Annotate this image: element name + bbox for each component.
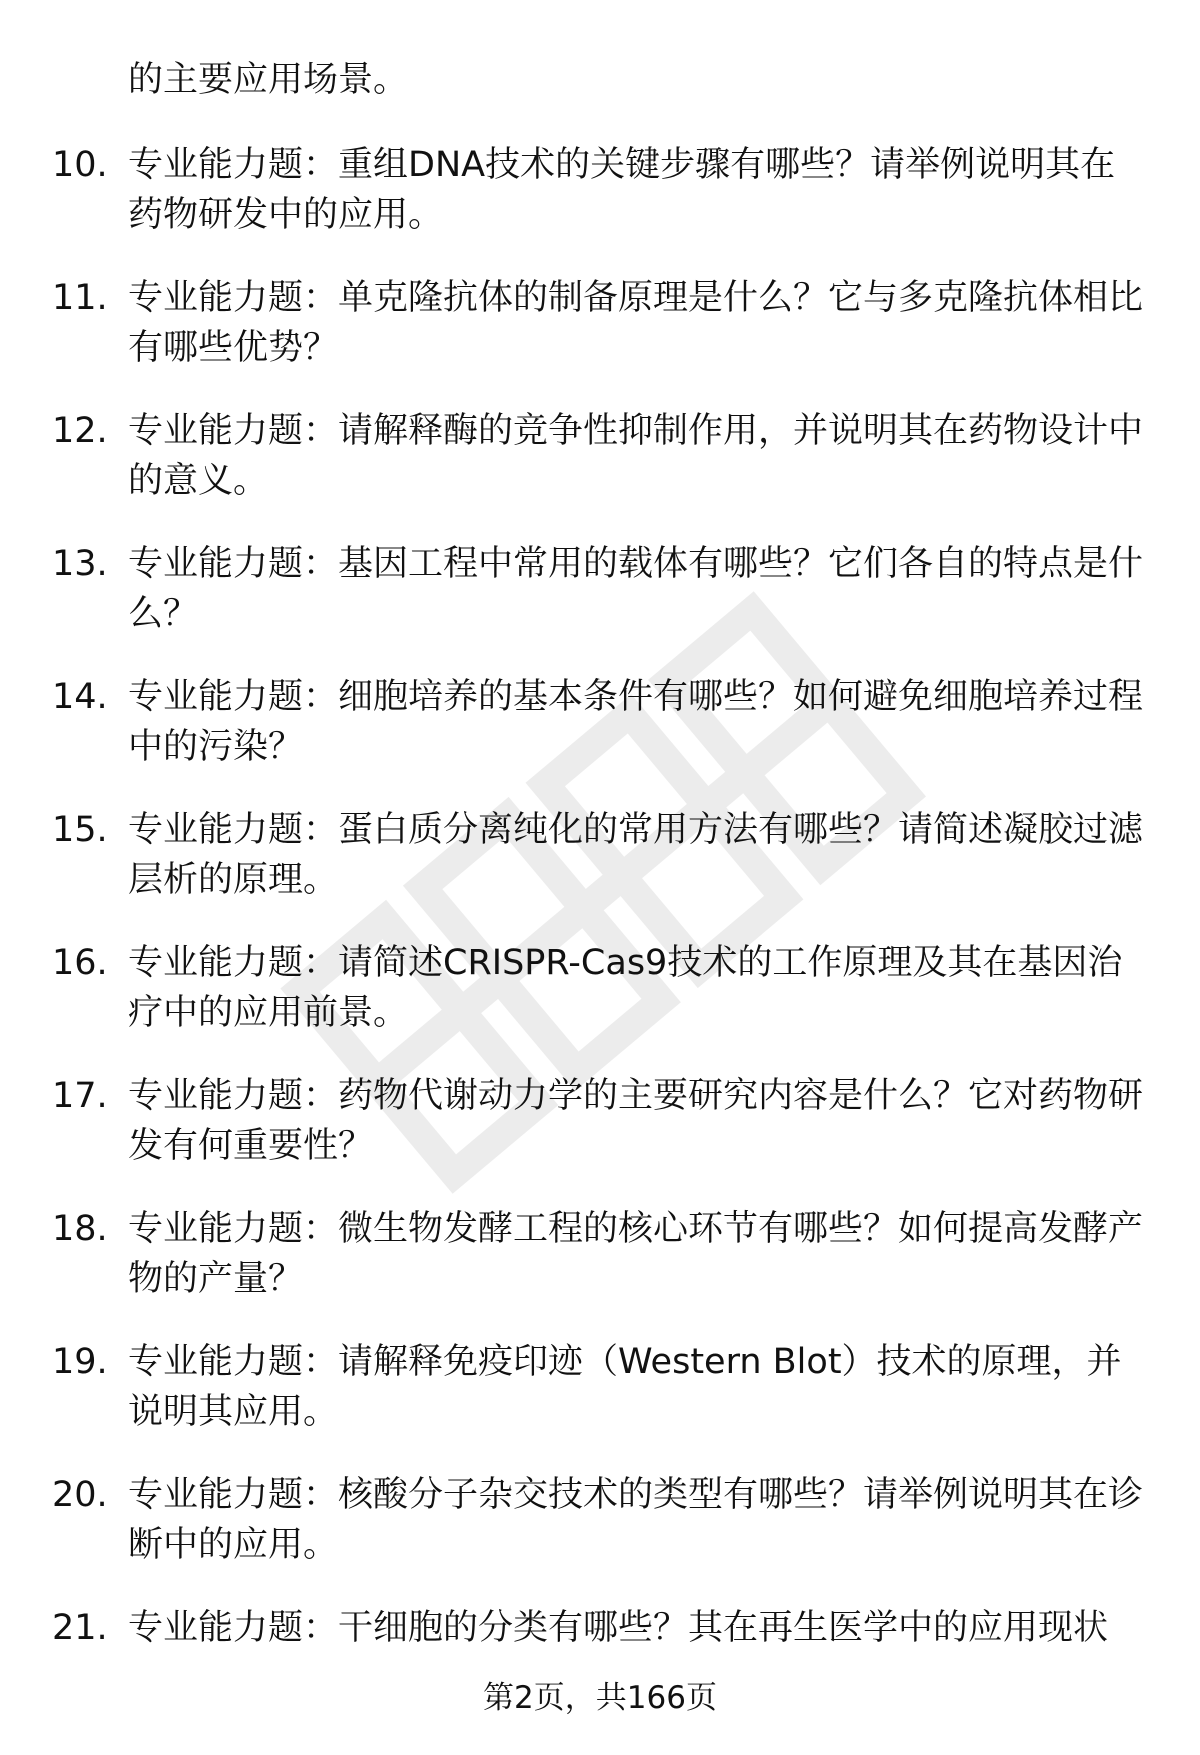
question-item — [0, 938, 1200, 1071]
question-item — [0, 140, 1200, 273]
question-text: 专业能力题：核酸分子杂交技术的类型有哪些？请举例说明其在诊断中的应用。 — [128, 1475, 1144, 1565]
question-item — [0, 1204, 1200, 1337]
question-text: 专业能力题：请解释酶的竞争性抑制作用，并说明其在药物设计中的意义。 — [128, 411, 1144, 501]
continuation-text: 的主要应用场景。 — [128, 60, 409, 100]
question-text: 专业能力题：请简述CRISPR-Cas9技术的工作原理及其在基因治疗中的应用前景。 — [128, 943, 1123, 1033]
question-number: 20. — [52, 1475, 108, 1515]
question-item — [0, 805, 1200, 938]
question-text: 专业能力题：基因工程中常用的载体有哪些？它们各自的特点是什么？ — [128, 544, 1144, 634]
question-list — [0, 140, 1200, 1736]
question-item — [0, 539, 1200, 672]
question-number: 18. — [52, 1209, 108, 1249]
question-item — [0, 1337, 1200, 1470]
question-item — [0, 273, 1200, 406]
question-number: 21. — [52, 1608, 108, 1648]
question-item — [0, 1470, 1200, 1603]
question-item — [0, 406, 1200, 539]
question-number: 13. — [52, 544, 108, 584]
question-text: 专业能力题：请解释免疫印迹（Western Blot）技术的原理，并说明其应用。 — [128, 1342, 1122, 1432]
question-number: 10. — [52, 145, 108, 185]
question-number: 17. — [52, 1076, 108, 1116]
question-number: 12. — [52, 411, 108, 451]
question-text: 专业能力题：蛋白质分离纯化的常用方法有哪些？请简述凝胶过滤层析的原理。 — [128, 810, 1144, 900]
question-item — [0, 1071, 1200, 1204]
question-number: 16. — [52, 943, 108, 983]
question-text: 专业能力题：细胞培养的基本条件有哪些？如何避免细胞培养过程中的污染？ — [128, 677, 1144, 767]
question-text: 专业能力题：药物代谢动力学的主要研究内容是什么？它对药物研发有何重要性？ — [128, 1076, 1144, 1166]
question-item — [0, 672, 1200, 805]
question-number: 15. — [52, 810, 108, 850]
question-number: 19. — [52, 1342, 108, 1382]
question-text: 专业能力题：干细胞的分类有哪些？其在再生医学中的应用现状 — [128, 1608, 1109, 1648]
question-text: 专业能力题：微生物发酵工程的核心环节有哪些？如何提高发酵产物的产量？ — [128, 1209, 1144, 1299]
question-number: 11. — [52, 278, 108, 318]
page-footer: 第2页，共166页 — [483, 1680, 717, 1716]
question-text: 专业能力题：重组DNA技术的关键步骤有哪些？请举例说明其在药物研发中的应用。 — [128, 145, 1116, 235]
question-number: 14. — [52, 677, 108, 717]
question-text: 专业能力题：单克隆抗体的制备原理是什么？它与多克隆抗体相比有哪些优势？ — [128, 278, 1144, 368]
